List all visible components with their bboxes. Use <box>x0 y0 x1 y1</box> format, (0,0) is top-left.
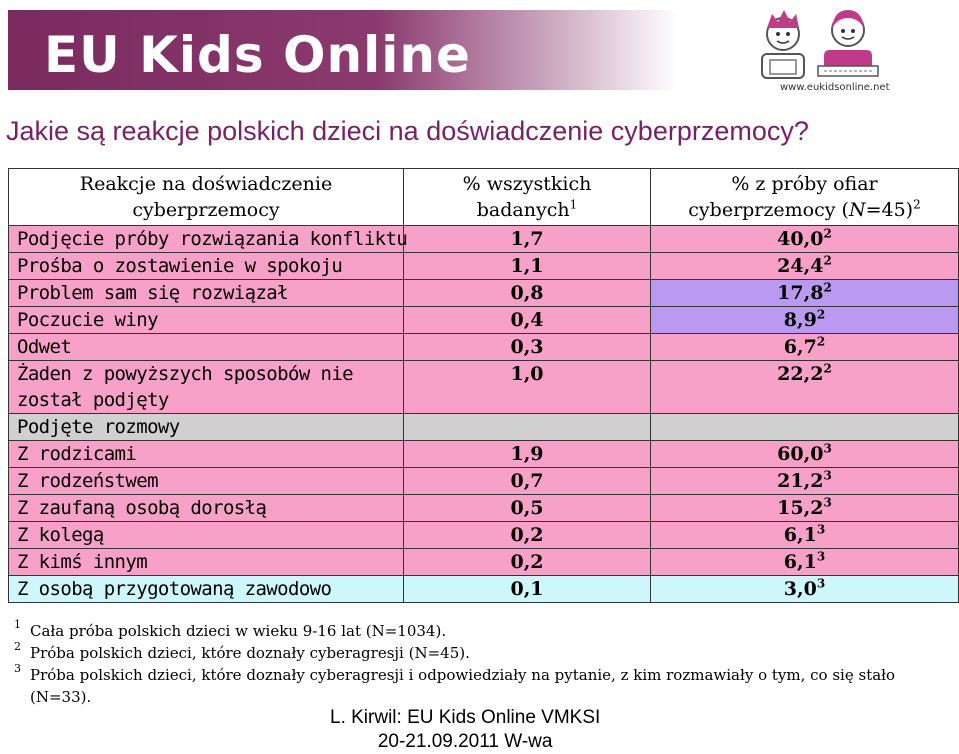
footnote-text: Próba polskich dzieci, które doznały cyberagresji i odpowiedziały na pytanie, z kim rozmawiały o tym, co się stało (N=33). <box>30 666 896 706</box>
row-victims <box>651 361 959 414</box>
header-all-sup: 1 <box>569 197 578 212</box>
row-label: Żaden z powyższych sposobów nie został podjęty <box>9 361 404 414</box>
table-row <box>9 468 959 495</box>
row-victims <box>651 253 959 280</box>
row-label: Z rodzeństwem <box>9 468 404 495</box>
row-victims <box>651 576 959 603</box>
section-empty-cell <box>651 414 959 441</box>
row-all: 1,1 <box>404 253 651 280</box>
row-victims-value: 17,8 <box>777 282 824 304</box>
row-all: 0,3 <box>404 334 651 361</box>
row-label: Z rodzicami <box>9 441 404 468</box>
footnote-text: Próba polskich dzieci, które doznały cyberagresji (N=45). <box>30 644 470 662</box>
credit-line-1: L. Kirwil: EU Kids Online VMKSI <box>330 707 601 728</box>
row-victims-value: 8,9 <box>783 309 817 331</box>
row-victims-sup: 2 <box>823 280 832 295</box>
section-empty-cell <box>404 414 651 441</box>
slide-title: Jakie są reakcje polskich dzieci na doświadczenie cyberprzemocy? <box>6 116 809 146</box>
row-victims-sup: 2 <box>816 307 826 322</box>
table-row <box>9 226 959 253</box>
table-row <box>9 307 959 334</box>
header-victims-n: N <box>848 199 866 221</box>
footnote-text: Cała próba polskich dzieci w wieku 9-16 lat (N=1034). <box>30 622 447 640</box>
row-all: 1,9 <box>404 441 651 468</box>
row-all: 0,4 <box>404 307 651 334</box>
credit <box>330 706 600 754</box>
row-victims-value: 40,0 <box>777 228 824 250</box>
row-all: 0,2 <box>404 549 651 576</box>
kids-illustration-icon <box>748 4 898 82</box>
footnote: 3 Próba polskich dzieci, które doznały cyberagresji i odpowiedziały na pytanie, z kim rozmawiały o tym, co się stało (N=33). <box>14 662 896 706</box>
row-label: Odwet <box>9 334 404 361</box>
row-label: Problem sam się rozwiązał <box>9 280 404 307</box>
table-row <box>9 334 959 361</box>
row-victims <box>651 495 959 522</box>
footnote: 2 Próba polskich dzieci, które doznały cyberagresji (N=45). <box>14 640 470 662</box>
row-label: Z kolegą <box>9 522 404 549</box>
row-victims-value: 60,0 <box>777 443 824 465</box>
row-victims <box>651 307 959 334</box>
table-row <box>9 280 959 307</box>
table-row <box>9 576 959 603</box>
row-all: 0,8 <box>404 280 651 307</box>
row-victims-sup: 3 <box>816 522 826 537</box>
row-label: Z osobą przygotowaną zawodowo <box>9 576 404 603</box>
table-row <box>9 522 959 549</box>
row-victims <box>651 468 959 495</box>
row-all: 1,0 <box>404 361 651 414</box>
row-victims <box>651 280 959 307</box>
row-label: Poczucie winy <box>9 307 404 334</box>
header-victims-sup: 2 <box>913 197 921 212</box>
row-all: 1,7 <box>404 226 651 253</box>
logo-text: EU Kids Online <box>44 26 471 84</box>
footnotes <box>14 620 914 708</box>
table-row <box>9 361 959 414</box>
table-row <box>9 549 959 576</box>
table-row <box>9 441 959 468</box>
row-victims-sup: 3 <box>823 495 832 510</box>
header-all-text: % wszystkich badanych <box>462 173 592 221</box>
row-all: 0,7 <box>404 468 651 495</box>
table-header-row <box>9 169 959 226</box>
header-all <box>404 169 651 226</box>
row-victims <box>651 441 959 468</box>
row-label: Z kimś innym <box>9 549 404 576</box>
row-victims-sup: 3 <box>816 549 826 564</box>
header-reactions: Reakcje na doświadczenie cyberprzemocy <box>9 169 404 226</box>
row-victims-sup: 3 <box>823 441 832 456</box>
row-victims-value: 22,2 <box>777 363 824 385</box>
header-victims <box>651 169 959 226</box>
row-all: 0,1 <box>404 576 651 603</box>
row-victims <box>651 522 959 549</box>
row-victims-value: 15,2 <box>777 497 824 519</box>
credit-line-2: 20-21.09.2011 W-wa <box>377 731 553 752</box>
row-victims <box>651 334 959 361</box>
row-victims-sup: 2 <box>816 334 826 349</box>
row-victims-sup: 2 <box>823 226 832 241</box>
row-victims <box>651 226 959 253</box>
row-all: 0,2 <box>404 522 651 549</box>
row-victims-value: 24,4 <box>777 255 824 277</box>
header-victims-text-b: =45) <box>865 199 914 221</box>
footnote: 1 Cała próba polskich dzieci w wieku 9-16 lat (N=1034). <box>14 618 447 640</box>
table-row <box>9 253 959 280</box>
banner <box>0 0 959 100</box>
row-victims <box>651 549 959 576</box>
row-label: Z zaufaną osobą dorosłą <box>9 495 404 522</box>
row-label: Prośba o zostawienie w spokoju <box>9 253 404 280</box>
row-victims-value: 3,0 <box>783 578 817 600</box>
row-victims-sup: 3 <box>823 468 832 483</box>
row-victims-value: 6,1 <box>783 524 817 546</box>
header-victims-text-a: % z próby ofiar cyberprzemocy ( <box>688 173 878 221</box>
row-label: Podjęcie próby rozwiązania konfliktu <box>9 226 404 253</box>
row-victims-value: 6,7 <box>783 336 817 358</box>
row-victims-sup: 2 <box>823 361 832 376</box>
section-label: Podjęte rozmowy <box>9 414 404 441</box>
reactions-table <box>8 168 959 603</box>
row-victims-sup: 2 <box>823 253 832 268</box>
row-victims-value: 21,2 <box>777 470 824 492</box>
row-victims-sup: 3 <box>816 576 826 591</box>
table-section-row <box>9 414 959 441</box>
row-all: 0,5 <box>404 495 651 522</box>
banner-bar <box>8 10 678 90</box>
site-url: www.eukidsonline.net <box>780 82 890 93</box>
row-victims-value: 6,1 <box>783 551 817 573</box>
table-row <box>9 495 959 522</box>
